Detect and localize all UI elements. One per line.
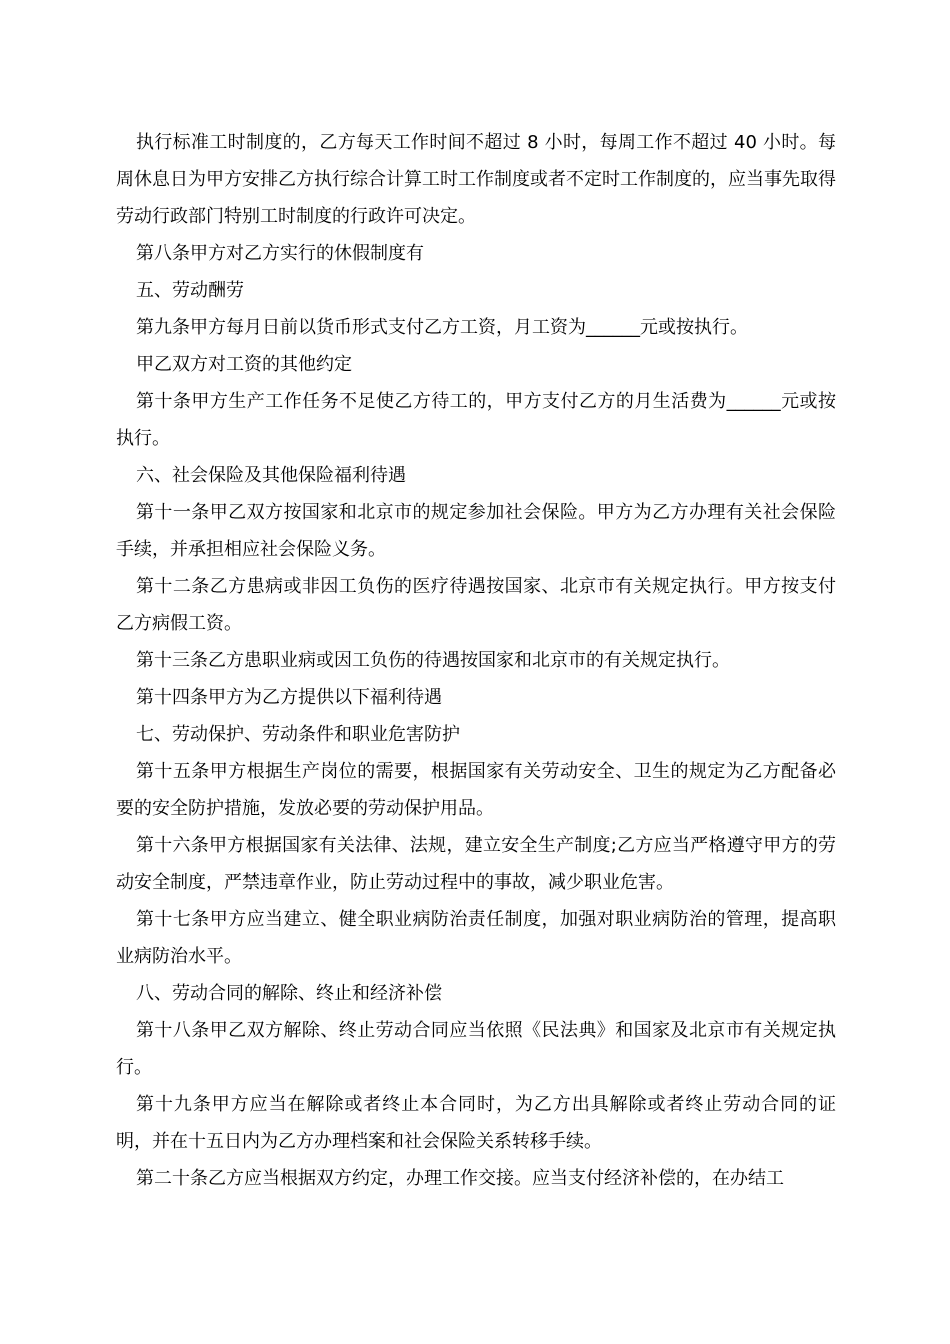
paragraph-article-10: 第十条甲方生产工作任务不足使乙方待工的，甲方支付乙方的月生活费为______元或按执行。 [116,391,836,449]
section-heading-remuneration: 五、劳动酬劳 [136,280,244,301]
paragraph-article-18: 第十八条甲乙双方解除、终止劳动合同应当依照《民法典》和国家及北京市有关规定执行。 [116,1020,836,1078]
paragraph-article-16: 第十六条甲方根据国家有关法律、法规，建立安全生产制度;乙方应当严格遵守甲方的劳动安全制度，严禁违章作业，防止劳动过程中的事故，减少职业危害。 [116,835,836,893]
section-heading-social-insurance: 六、社会保险及其他保险福利待遇 [136,465,406,486]
paragraph-working-hours: 执行标准工时制度的，乙方每天工作时间不超过 8 小时，每周工作不超过 40 小时。每周休息日为甲方安排乙方执行综合计算工时工作制度或者不定时工作制度的，应当事先取得劳动行政部门特别工时制度的行政许可决定。 [116,132,836,227]
paragraph-article-13: 第十三条乙方患职业病或因工负伤的待遇按国家和北京市的有关规定执行。 [136,650,730,671]
paragraph-article-20: 第二十条乙方应当根据双方约定，办理工作交接。应当支付经济补偿的，在办结工 [136,1168,784,1189]
paragraph-article-12: 第十二条乙方患病或非因工负伤的医疗待遇按国家、北京市有关规定执行。甲方按支付乙方病假工资。 [116,576,836,634]
paragraph-other-wage-terms: 甲乙双方对工资的其他约定 [136,354,352,375]
paragraph-article-11: 第十一条甲乙双方按国家和北京市的规定参加社会保险。甲方为乙方办理有关社会保险手续，并承担相应社会保险义务。 [116,502,836,560]
paragraph-article-14: 第十四条甲方为乙方提供以下福利待遇 [136,687,442,708]
paragraph-article-15: 第十五条甲方根据生产岗位的需要，根据国家有关劳动安全、卫生的规定为乙方配备必要的安全防护措施，发放必要的劳动保护用品。 [116,761,836,819]
document-body [116,124,836,1197]
paragraph-article-17: 第十七条甲方应当建立、健全职业病防治责任制度，加强对职业病防治的管理，提高职业病防治水平。 [116,909,836,967]
section-heading-labor-protection: 七、劳动保护、劳动条件和职业危害防护 [136,724,460,745]
section-heading-termination: 八、劳动合同的解除、终止和经济补偿 [136,983,442,1004]
paragraph-article-8: 第八条甲方对乙方实行的休假制度有 [136,243,424,264]
paragraph-article-19: 第十九条甲方应当在解除或者终止本合同时，为乙方出具解除或者终止劳动合同的证明，并在十五日内为乙方办理档案和社会保险关系转移手续。 [116,1094,836,1152]
paragraph-article-9: 第九条甲方每月日前以货币形式支付乙方工资，月工资为______元或按执行。 [136,317,748,338]
